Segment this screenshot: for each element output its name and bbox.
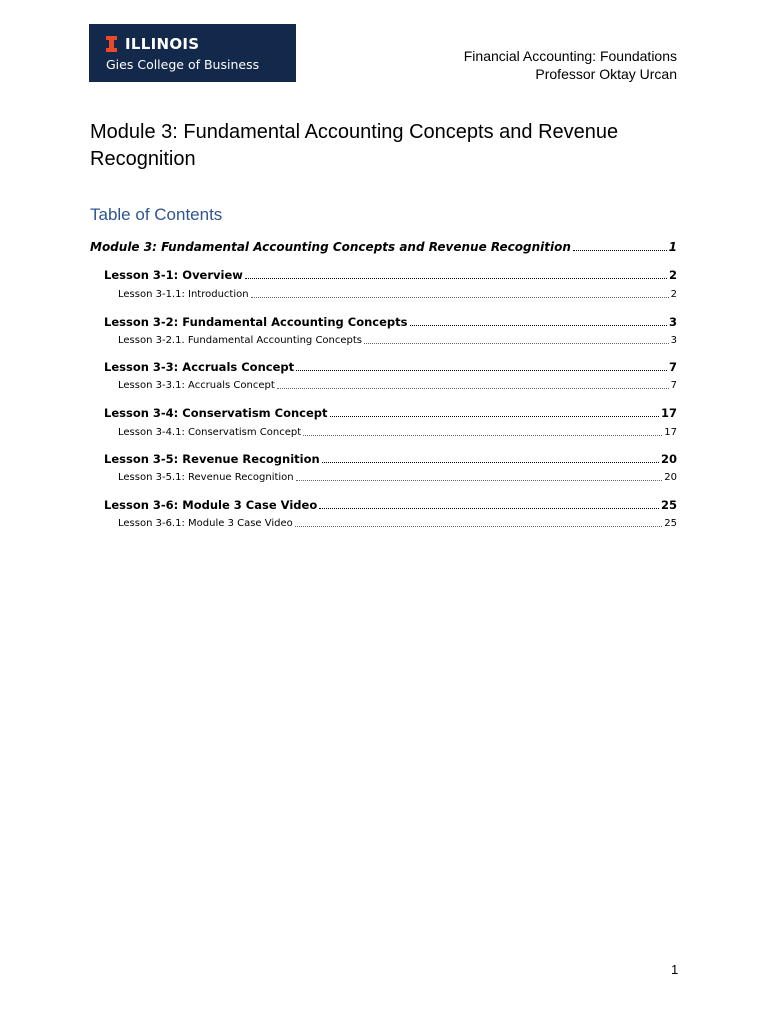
toc-entry-title: Lesson 3-3: Accruals Concept xyxy=(104,360,295,374)
toc-entry-page: 25 xyxy=(660,498,677,512)
toc-entry-lesson-3-5-1[interactable] xyxy=(118,472,677,483)
toc-entry-lesson-3-6-1[interactable] xyxy=(118,518,677,529)
toc-leader-dots xyxy=(410,324,667,326)
block-i-icon xyxy=(106,36,117,52)
toc-entry-title: Lesson 3-1: Overview xyxy=(104,268,243,282)
toc-entry-lesson-3-2[interactable] xyxy=(104,315,677,329)
toc-leader-dots xyxy=(245,277,667,279)
toc-entry-lesson-3-4-1[interactable] xyxy=(118,427,677,438)
toc-leader-dots xyxy=(322,461,659,463)
toc-entry-title: Lesson 3-2.1. Fundamental Accounting Concepts xyxy=(118,335,363,346)
toc-entry-lesson-3-5[interactable] xyxy=(104,452,677,466)
page-title: Module 3: Fundamental Accounting Concepts and Revenue Recognition xyxy=(90,121,619,170)
toc-entry-title: Lesson 3-5.1: Revenue Recognition xyxy=(118,472,294,483)
toc-entry-title: Lesson 3-4.1: Conservatism Concept xyxy=(118,427,302,438)
toc-entry-lesson-3-1[interactable] xyxy=(104,268,677,282)
toc-leader-dots xyxy=(573,249,667,251)
toc-entry-page: 2 xyxy=(668,268,677,282)
toc-entry-title: Lesson 3-2: Fundamental Accounting Concepts xyxy=(104,315,408,329)
toc-leader-dots xyxy=(296,479,663,481)
toc-entry-lesson-3-3-1[interactable] xyxy=(118,380,677,391)
toc-entry-page: 7 xyxy=(670,380,677,391)
toc-entry-page: 17 xyxy=(664,427,677,438)
logo-college: Gies College of Business xyxy=(106,57,260,72)
professor-name: Professor Oktay Urcan xyxy=(535,66,677,82)
toc-entry-lesson-3-1-1[interactable] xyxy=(118,289,677,300)
toc-leader-dots xyxy=(364,342,669,344)
toc-entry-page: 1 xyxy=(668,240,677,254)
toc-leader-dots xyxy=(251,296,669,298)
toc-leader-dots xyxy=(303,434,662,436)
toc-entry-page: 20 xyxy=(664,472,677,483)
logo-university: ILLINOIS xyxy=(125,35,200,53)
illinois-gies-logo xyxy=(89,24,296,82)
toc-leader-dots xyxy=(295,525,662,527)
toc-entry-lesson-3-2-1[interactable] xyxy=(118,335,677,346)
toc-entry-title: Lesson 3-6.1: Module 3 Case Video xyxy=(118,518,293,529)
toc-heading: Table of Contents xyxy=(90,205,223,224)
toc-entry-title: Lesson 3-4: Conservatism Concept xyxy=(104,406,328,420)
toc-entry-title: Lesson 3-6: Module 3 Case Video xyxy=(104,498,318,512)
toc-entry-page: 7 xyxy=(668,360,677,374)
course-title: Financial Accounting: Foundations xyxy=(463,48,677,64)
toc-entry-title: Module 3: Fundamental Accounting Concepts and Revenue Recognition xyxy=(90,240,571,254)
toc-leader-dots xyxy=(277,387,669,389)
toc-leader-dots xyxy=(296,369,667,371)
toc-entry-title: Lesson 3-3.1: Accruals Concept xyxy=(118,380,275,391)
toc-entry-lesson-3-4[interactable] xyxy=(104,406,677,420)
toc-entry-page: 17 xyxy=(660,406,677,420)
toc-entry-page: 3 xyxy=(668,315,677,329)
toc-entry-title: Lesson 3-5: Revenue Recognition xyxy=(104,452,320,466)
toc-entry-page: 2 xyxy=(670,289,677,300)
toc-entry-lesson-3-3[interactable] xyxy=(104,360,677,374)
toc-entry-lesson-3-6[interactable] xyxy=(104,498,677,512)
course-header xyxy=(464,47,677,83)
toc-entry-page: 20 xyxy=(660,452,677,466)
toc-entry-module-3[interactable] xyxy=(90,240,677,254)
toc-leader-dots xyxy=(319,507,659,509)
toc-entry-page: 3 xyxy=(670,335,677,346)
page-number: 1 xyxy=(671,962,679,977)
toc-entry-page: 25 xyxy=(664,518,677,529)
toc-entry-title: Lesson 3-1.1: Introduction xyxy=(118,289,249,300)
toc-leader-dots xyxy=(330,415,659,417)
